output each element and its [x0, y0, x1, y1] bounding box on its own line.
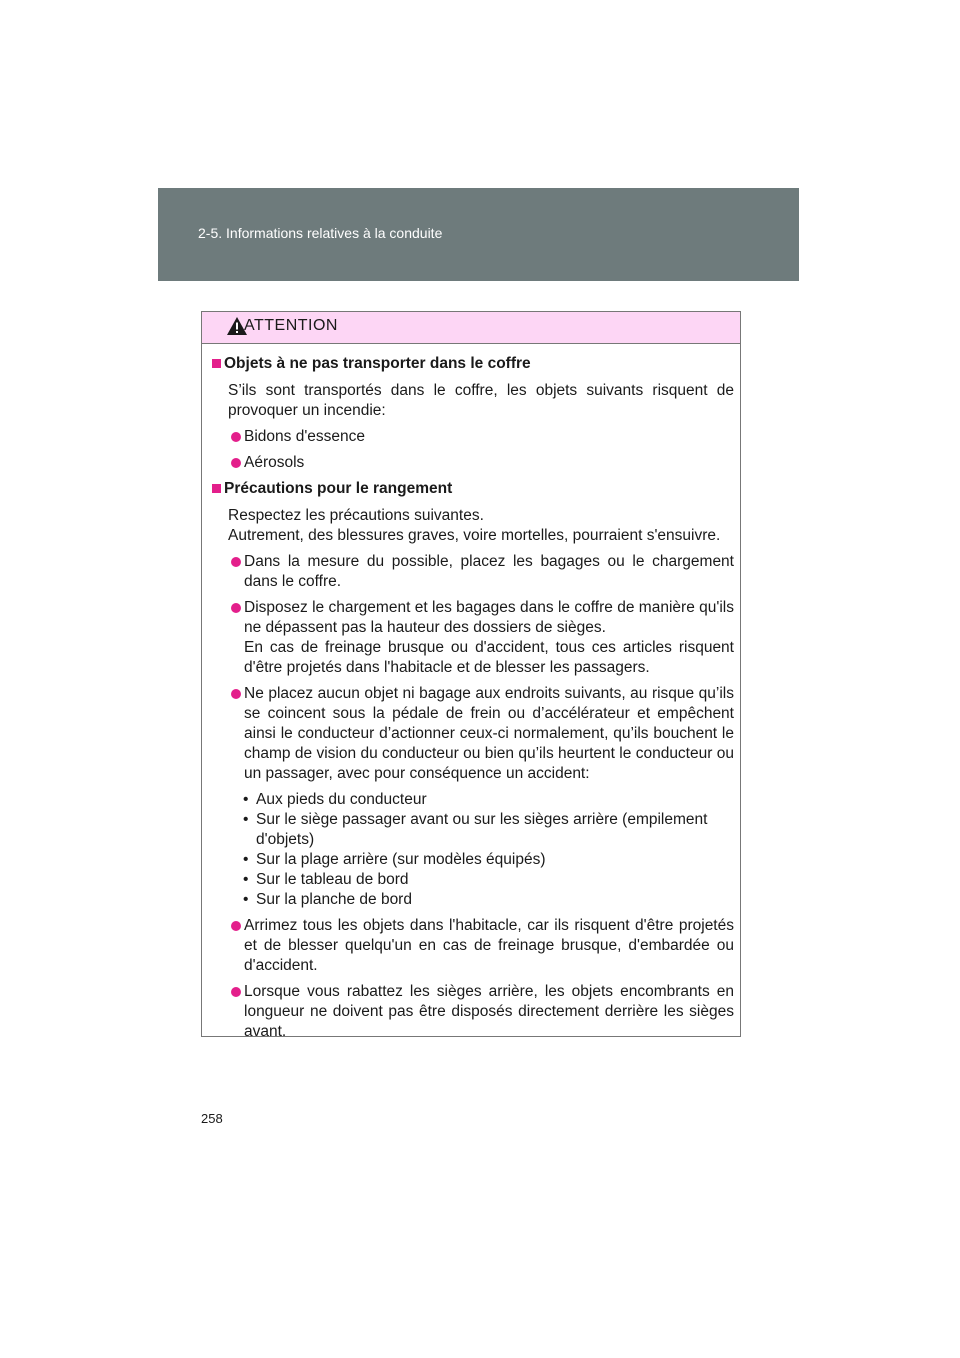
square-bullet-icon — [212, 359, 221, 368]
section-title: 2-5. Informations relatives à la conduite — [198, 225, 443, 241]
sub-bullet-marker: • — [243, 891, 249, 908]
sub-bullet-marker: • — [243, 851, 249, 868]
attention-content — [202, 344, 740, 1042]
paragraph: Respectez les précautions suivantes. Autrement, des blessures graves, voire mortelles, pourraient s'ensuivre. — [228, 507, 721, 544]
sub-list-item: • Aux pieds du conducteur — [243, 791, 427, 808]
attention-box — [201, 311, 741, 1040]
sub-bullet-marker: • — [243, 871, 249, 888]
square-bullet-icon — [212, 484, 221, 493]
list-item: Ne placez aucun objet ni bagage aux endroits suivants, au risque qu’ils se coincent sous la pédale de frein ou d’accélérateur et empêchent ainsi le conducteur d’actionner ceux-ci normalement, qu’ils bouchent le champ de vision du conducteur ou bien qu’ils heurtent le conducteur ou un passager, avec pour conséquence un accident: — [212, 684, 734, 784]
sub-list-item: • Sur la plage arrière (sur modèles équipés) — [243, 851, 546, 868]
sub-bullet-marker: • — [243, 811, 249, 828]
paragraph: S’ils sont transportés dans le coffre, les objets suivants risquent de provoquer un incendie: — [228, 382, 734, 419]
sub-list-item: • Sur le tableau de bord — [243, 871, 409, 888]
list-item: Aérosols — [212, 453, 734, 473]
sub-bullet-marker: • — [243, 791, 249, 808]
attention-label: ATTENTION — [244, 317, 338, 334]
sub-list-item: • Sur la planche de bord — [243, 891, 412, 908]
location-list — [212, 790, 734, 910]
circle-bullet-icon — [231, 921, 241, 931]
circle-bullet-icon — [231, 557, 241, 567]
circle-bullet-icon — [231, 987, 241, 997]
attention-header — [202, 312, 740, 344]
page-number: 258 — [201, 1111, 223, 1126]
section-header-band — [158, 188, 799, 281]
list-item: Dans la mesure du possible, placez les bagages ou le chargement dans le coffre. — [212, 552, 734, 592]
circle-bullet-icon — [231, 458, 241, 468]
circle-bullet-icon — [231, 603, 241, 613]
circle-bullet-icon — [231, 689, 241, 699]
list-item: Arrimez tous les objets dans l'habitacle, car ils risquent d'être projetés et de blesser quelqu'un en cas de freinage brusque, d'embardée ou d'accident. — [212, 916, 734, 976]
list-item: Disposez le chargement et les bagages dans le coffre de manière qu'ils ne dépassent pas la hauteur des dossiers de sièges. En cas de freinage brusque ou d'accident, tous ces articles risquent d'être projetés dans l'habitacle et de blesser les passagers. — [212, 598, 734, 678]
section-heading: Objets à ne pas transporter dans le coffre — [212, 354, 734, 374]
sub-list-item: • Sur le siège passager avant ou sur les sièges arrière (empilement d'objets) — [243, 811, 708, 848]
circle-bullet-icon — [231, 432, 241, 442]
list-item: Lorsque vous rabattez les sièges arrière, les objets encombrants en longueur ne doivent pas être disposés directement derrière les sièges avant. — [212, 982, 734, 1042]
section-heading: Précautions pour le rangement — [212, 479, 734, 499]
list-item: Bidons d'essence — [212, 427, 734, 447]
